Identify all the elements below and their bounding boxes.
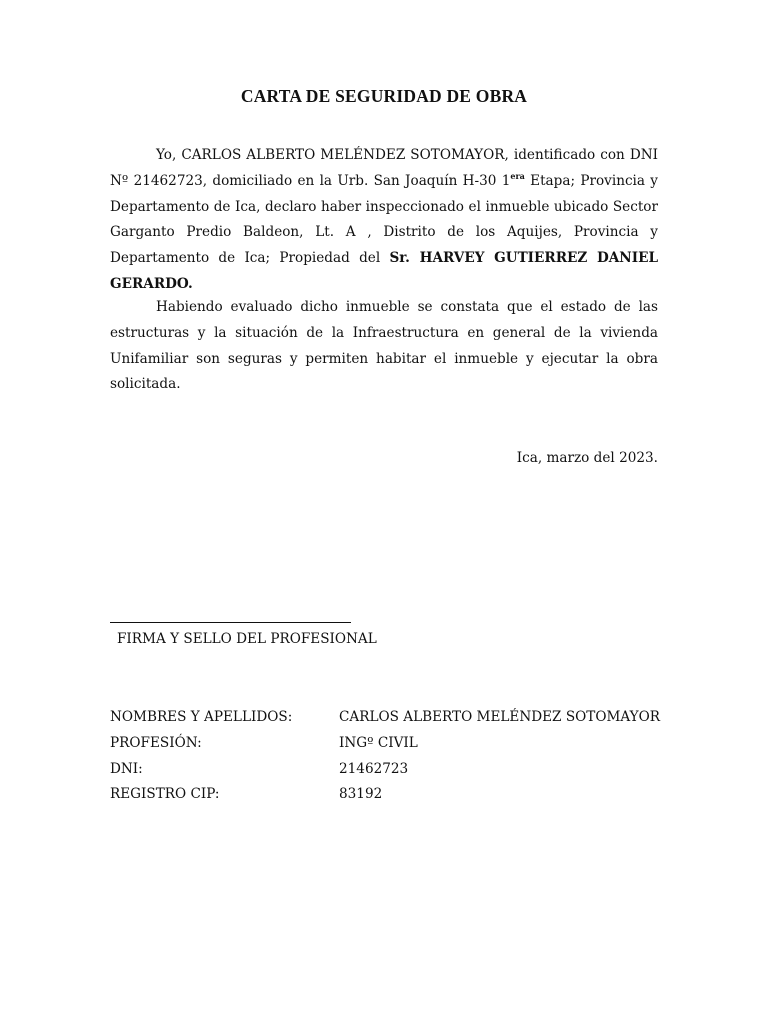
info-row-cip [110, 782, 670, 808]
info-value: CARLOS ALBERTO MELÉNDEZ SOTOMAYOR [339, 709, 661, 725]
info-label: DNI: [110, 760, 143, 777]
declaration-text-b: Etapa; Provincia y Departamento de Ica, declaro haber inspeccionado el inmueble ubicado Sector Garganto Predio Baldeon, Lt. A , Distrito de los Aquijes, Provincia y Departamento de Ica; Propiedad del [110, 172, 658, 267]
info-value: 21462723 [339, 760, 409, 777]
declaration-text-a: Yo, CARLOS ALBERTO MELÉNDEZ SOTOMAYOR, identificado con DNI Nº 21462723, domiciliado en la Urb. San Joaquín H-30 1 [110, 147, 658, 189]
info-label: REGISTRO CIP: [110, 786, 220, 803]
info-row-dni [110, 757, 670, 783]
owner-prefix: Sr. [389, 250, 410, 267]
info-value: 83192 [339, 786, 383, 803]
info-row-profession [110, 731, 670, 757]
document-title: CARTA DE SEGURIDAD DE OBRA [240, 86, 528, 106]
declaration-paragraph [110, 143, 658, 298]
info-label: NOMBRES Y APELLIDOS: [110, 709, 293, 725]
professional-info-table [110, 705, 670, 808]
owner-name: HARVEY GUTIERREZ DANIEL GERARDO. [110, 250, 659, 292]
document-date: Ica, marzo del 2023. [516, 450, 658, 466]
info-row-name [110, 705, 670, 731]
evaluation-text: Habiendo evaluado dicho inmueble se constata que el estado de las estructuras y la situación de la Infraestructura en general de la vivienda Unifamiliar son seguras y permiten habitar el inmueble y ejecutar la obra solicitada. [110, 299, 658, 393]
info-value: INGº CIVIL [339, 734, 418, 751]
ordinal-superscript: era [510, 170, 525, 181]
signature-caption: FIRMA Y SELLO DEL PROFESIONAL [117, 631, 377, 647]
signature-line [110, 622, 351, 623]
evaluation-paragraph [110, 295, 658, 398]
info-label: PROFESIÓN: [110, 734, 202, 751]
